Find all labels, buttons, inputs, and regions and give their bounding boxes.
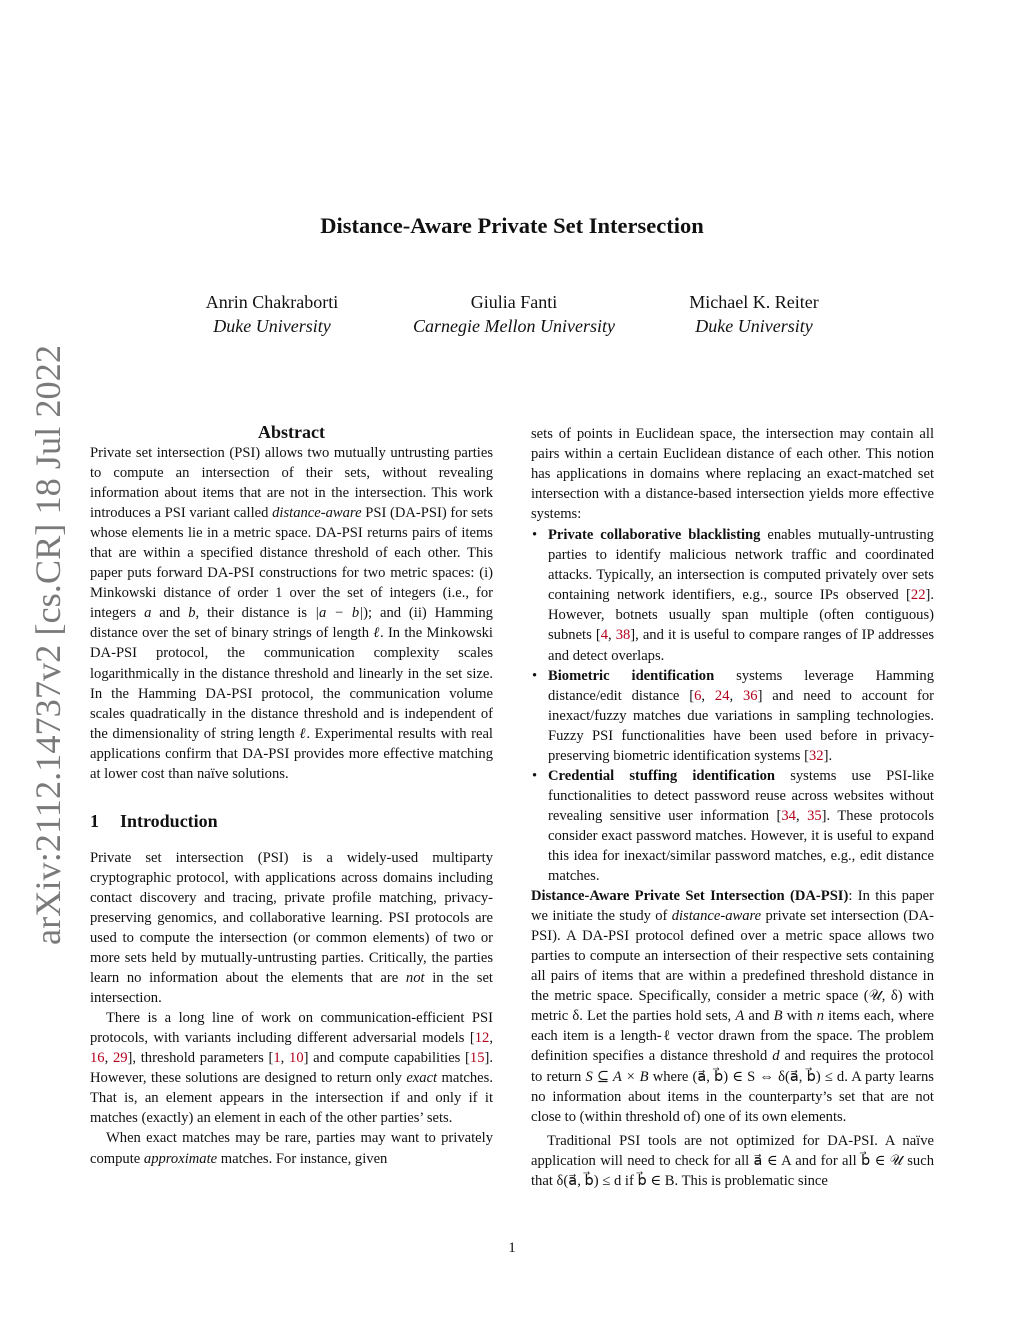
abstract-heading: Abstract [258, 422, 325, 442]
citation-link[interactable]: 38 [615, 627, 631, 644]
author-block [604, 290, 904, 338]
author-name: Anrin Chakraborti [205, 292, 339, 312]
citation-link[interactable]: 12 [474, 1030, 490, 1047]
paper-title: Distance-Aware Private Set Intersection [320, 213, 704, 238]
section-heading-introduction: 1 Introduction [90, 810, 218, 831]
author-name: Giulia Fanti [470, 292, 558, 312]
citation-link[interactable]: 15 [469, 1050, 485, 1067]
page-number: 1 [508, 1240, 516, 1256]
citation-link[interactable]: 1 [273, 1050, 281, 1067]
citation-link[interactable]: 34 [781, 807, 796, 824]
arxiv-stamp [4, 340, 74, 965]
citation-link[interactable]: 10 [289, 1050, 304, 1067]
body-paragraph: Traditional PSI tools are not optimized for DA-PSI. A naïve application will need to check for all a⃗ ∈ A and for all b⃗ ∈ 𝒰 such that δ(a⃗, b⃗) ≤ d if b⃗ ∈ B. This is problematic since [531, 1132, 934, 1189]
abstract-text: Private set intersection (PSI) allows two mutually untrusting parties to compute an intersection of their sets, without revealing information about items that are not in the intersection. This work introduces a PSI variant called distance-aware PSI (DA-PSI) for sets whose elements lie in a metric space. DA-PSI returns pairs of items that are within a specified distance threshold of each other. This paper puts forward DA-PSI constructions for two metric spaces: (i) Minkowski distance of order 1 over the set of integers (i.e., for integers a and b, their distance is |a − b|); and (ii) Hamming distance over the set of binary strings of length ℓ. In the Minkowski DA-PSI protocol, the communication complexity scales logarithmically in the distance threshold and linearly in the set size. In the Hamming DA-PSI protocol, the communication volume scales quadratically in the distance threshold and is independent of the dimensionality of string length ℓ. Experimental results with real applications confirm that DA-PSI provides more effective matching at lower cost than naïve solutions. [90, 445, 494, 782]
citation-link[interactable]: 16 [90, 1050, 105, 1067]
list-item: • Biometric identification systems leverage Hamming distance/edit distance [6, 24, 36] and need to account for inexact/fuzzy matches due variations in sampling technologies. Fuzzy PSI functionalities have been used before in privacy-preserving biometric identification systems [32]. [532, 667, 935, 764]
application-list [531, 525, 934, 886]
author-affiliation: Carnegie Mellon University [413, 316, 615, 336]
citation-link[interactable]: 24 [714, 687, 730, 704]
citation-link[interactable]: 4 [600, 627, 608, 644]
citation-link[interactable]: 32 [809, 747, 824, 764]
citation-link[interactable]: 6 [694, 687, 702, 704]
citation-link[interactable]: 35 [807, 807, 822, 824]
author-affiliation: Duke University [695, 316, 813, 336]
intro-paragraph: Private set intersection (PSI) is a widely-used multiparty cryptographic protocol, with applications across domains including contact discovery and tracing, private profile matching, privacy-preserving genomics, and collaborative learning. PSI protocols are used to compute the intersection (or common elements) of two or more sets held by mutually-untrusting parties. Critically, the parties learn no information about the elements that are not in the set intersection. [90, 849, 493, 1007]
list-item: • Private collaborative blacklisting enables mutually-untrusting parties to identify malicious network traffic and coordinated attacks. Typically, an intersection is computed privately over sets containing network identifiers, e.g., source IPs observed [22]. However, botnets usually span multiple (often contiguous) subnets [4, 38], and it is useful to compare ranges of IP addresses and detect overlaps. [532, 527, 935, 664]
author-affiliation: Duke University [213, 316, 331, 336]
list-item: • Credential stuffing identification systems use PSI-like functionalities to detect password reuse across websites without revealing sensitive user information [34, 35]. These protocols consider exact password matches. However, it is useful to expand this idea for inexact/similar password matches, e.g., edit distance matches. [532, 767, 935, 885]
citation-link[interactable]: 22 [910, 587, 926, 604]
right-column [531, 424, 934, 1191]
left-column [90, 421, 493, 1169]
citation-link[interactable]: 36 [743, 687, 758, 704]
author-name: Michael K. Reiter [689, 292, 819, 312]
body-paragraph: Distance-Aware Private Set Intersection (DA-PSI): In this paper we initiate the study of distance-aware private set intersection (DA-PSI). A DA-PSI protocol defined over a metric space allows two parties to compute an intersection of their respective sets containing all pairs of items that are within a predefined threshold distance in the metric space. Specifically, consider a metric space (𝒰, δ) with metric δ. Let the parties hold sets, A and B with n items each, where each item is a length-ℓ vector drawn from the space. The problem definition specifies a distance threshold d and requires the protocol to return S ⊆ A × B where (a⃗, b⃗) ∈ S ⇔ δ(a⃗, b⃗) ≤ d. A party learns no information about items in the counterparty’s set that are not close to (within threshold of) one of its own elements. [531, 888, 935, 1125]
intro-paragraph: When exact matches may be rare, parties may want to privately compute approximate matches. For instance, given [90, 1130, 493, 1167]
intro-paragraph: There is a long line of work on communication-efficient PSI protocols, with variants including different adversarial models [12, 16, 29], threshold parameters [1, 10] and compute capabilities [15]. However, these solutions are designed to return only exact matches. That is, an element appears in the intersection if and only if it matches (exactly) an element in each of the other parties’ sets. [90, 1010, 494, 1127]
citation-link[interactable]: 29 [112, 1050, 128, 1067]
arxiv-id-text: arXiv:2112.14737v2 [cs.CR] 18 Jul 2022 [28, 358, 68, 945]
body-paragraph: sets of points in Euclidean space, the intersection may contain all pairs within a certain Euclidean distance of each other. This notion has applications in domains where replacing an exact-matched set intersection with a distance-based intersection yields more effective systems: [531, 426, 934, 523]
